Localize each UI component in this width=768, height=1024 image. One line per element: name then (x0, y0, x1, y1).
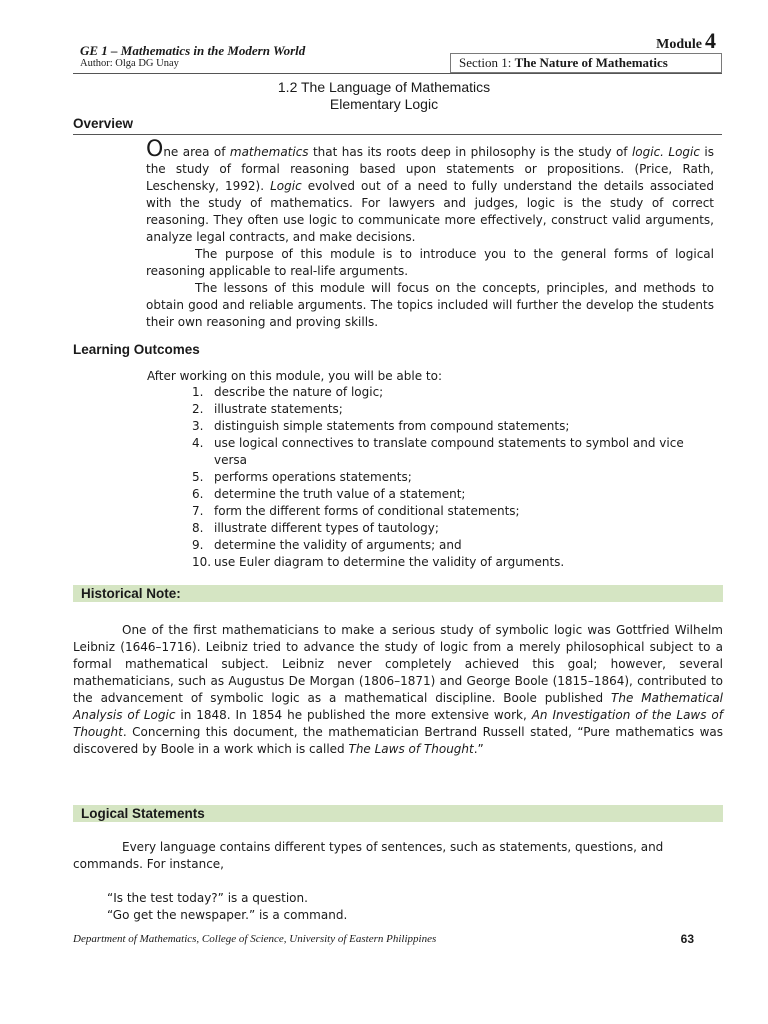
text-run: in 1848. In 1854 he published the more extensive work, (175, 708, 532, 722)
text-run: . Concerning this document, the mathematician Bertrand Russell stated, “Pure mathematics was discovered by Boole in a work which is called (73, 725, 723, 756)
historical-note-text (73, 622, 723, 758)
module-number: 4 (705, 28, 716, 53)
list-item (192, 401, 712, 418)
example-command: “Go get the newspaper.” is a command. (107, 908, 348, 922)
course-title: GE 1 – Mathematics in the Modern World (80, 43, 306, 58)
list-item (192, 435, 712, 469)
item-text: describe the nature of logic; (214, 385, 384, 399)
list-item (192, 554, 712, 571)
learning-outcomes-list (192, 384, 712, 571)
item-number: 4. (192, 436, 204, 450)
text-run: One of the first mathematicians to make a serious study of symbolic logic was Gottfried Wilhelm Leibniz (1646–1716). Leibniz tried to advance the study of logic from a merely philosophical subject to a formal mathematical subject. Leibniz never completely achieved this goal; however, several mathematicians, such as Augustus De Morgan (1806–1871) and George Boole (1815–1864), contributed to the advancement of symbolic logic as a mathematical discipline. Boole published (73, 623, 723, 705)
learning-outcomes-heading: Learning Outcomes (73, 342, 200, 357)
item-number: 8. (192, 521, 204, 535)
item-text: use logical connectives to translate compound statements to symbol and vice versa (214, 436, 684, 467)
drop-cap: O (146, 137, 164, 162)
emphasis: The Laws of Thought (348, 742, 474, 756)
overview-heading: Overview (73, 116, 134, 131)
page-title: 1.2 The Language of Mathematics (277, 79, 491, 95)
item-number: 9. (192, 538, 204, 552)
text-run: evolved out of a need to fully understand the details associated with the study of mathematics. For lawyers and judges, logic is the study of correct reasoning. They often use logic to communicate more effectively, construct valid arguments, analyze legal contracts, and make decisions. (146, 179, 715, 244)
module-label (656, 28, 716, 54)
item-number: 2. (192, 402, 204, 416)
item-text: illustrate different types of tautology; (214, 521, 439, 535)
emphasis: mathematics (229, 145, 309, 159)
item-number: 7. (192, 504, 204, 518)
footer-department: Department of Mathematics, College of Science, University of Eastern Philippines (73, 933, 437, 945)
overview-text (146, 137, 715, 331)
list-item (192, 486, 712, 503)
item-text: use Euler diagram to determine the validity of arguments. (214, 555, 565, 569)
text-run: .” (473, 742, 484, 756)
logical-statements-bar: Logical Statements (73, 805, 723, 822)
emphasis: The Mathematical Analysis of Logic (73, 691, 724, 722)
item-text: distinguish simple statements from compound statements; (214, 419, 570, 433)
text-run: is the study of formal reasoning based upon statements or propositions. (Price, Rath, Leschensky, 1992). (146, 145, 714, 193)
emphasis: Logic (270, 179, 302, 193)
header-divider (73, 73, 722, 74)
list-item (192, 384, 712, 401)
emphasis: An Investigation of the Laws of Thought (73, 708, 723, 739)
list-item (192, 537, 712, 554)
section-prefix: Section 1: (459, 55, 512, 70)
list-item (192, 503, 712, 520)
emphasis: logic. Logic (631, 145, 700, 159)
historical-note-bar: Historical Note: (73, 585, 723, 602)
overview-paragraph-3: The lessons of this module will focus on the concepts, principles, and methods to obtain good and reliable arguments. The topics included will further the develop the students their own reasoning and proving skills. (146, 281, 714, 329)
item-text: form the different forms of conditional statements; (214, 504, 520, 518)
text-run: that has its roots deep in philosophy is the study of (308, 145, 632, 159)
item-text: determine the truth value of a statement; (214, 487, 466, 501)
item-number: 10. (192, 555, 212, 569)
module-word: Module (656, 37, 702, 52)
list-item (192, 520, 712, 537)
list-item (192, 418, 712, 435)
item-number: 5. (192, 470, 204, 484)
text-run: ne area of (163, 145, 230, 159)
section-title: The Nature of Mathematics (514, 55, 668, 70)
section-box (450, 53, 722, 73)
item-text: illustrate statements; (214, 402, 343, 416)
item-text: determine the validity of arguments; and (214, 538, 462, 552)
item-number: 6. (192, 487, 204, 501)
item-number: 1. (192, 385, 204, 399)
overview-paragraph-1 (146, 137, 715, 246)
learning-outcomes-intro: After working on this module, you will be able to: (147, 369, 443, 383)
item-number: 3. (192, 419, 204, 433)
list-item (192, 469, 712, 486)
item-text: performs operations statements; (214, 470, 412, 484)
example-question: “Is the test today?” is a question. (107, 891, 308, 905)
logical-statements-intro: Every language contains different types of sentences, such as statements, questions, and commands. For instance, (73, 840, 664, 871)
page-subtitle: Elementary Logic (329, 96, 439, 112)
overview-divider (73, 134, 722, 135)
overview-paragraph-2: The purpose of this module is to introduce you to the general forms of logical reasoning applicable to real-life arguments. (146, 247, 714, 278)
page-number: 63 (680, 932, 694, 946)
author-line: Author: Olga DG Unay (80, 58, 179, 69)
